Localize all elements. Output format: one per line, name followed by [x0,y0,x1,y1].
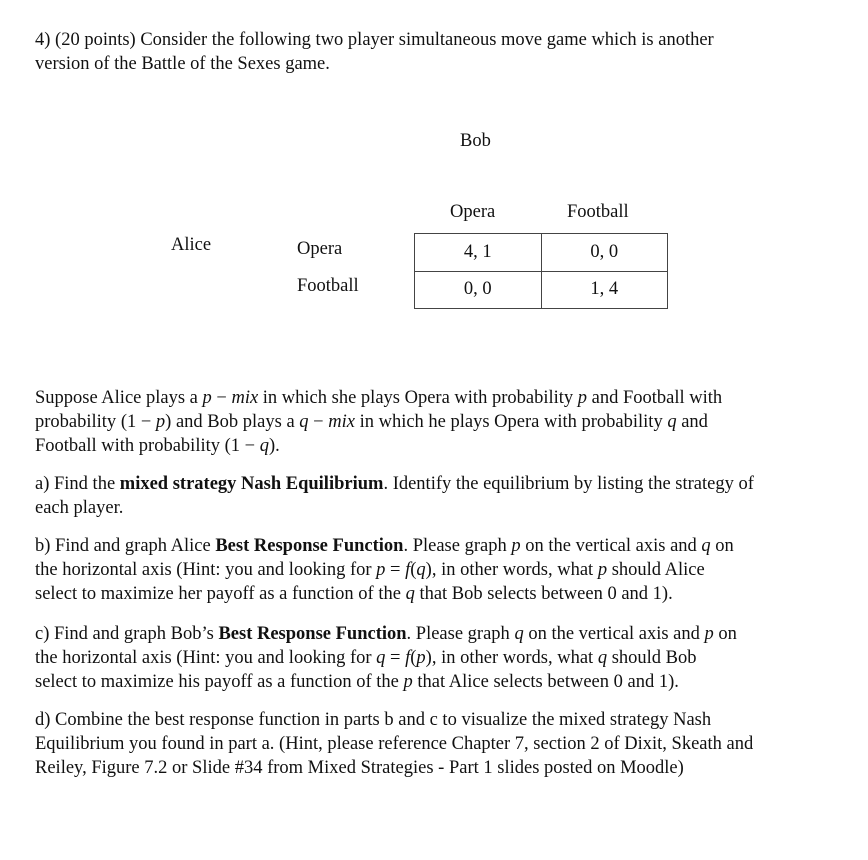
part-c-line-3: select to maximize his payoff as a function of the p that Alice selects between 0 and 1). [35,672,679,692]
part-a-line-2: each player. [35,498,124,518]
part-b-line-2: the horizontal axis (Hint: you and looking for p = f(q), in other words, what p should Alice [35,560,705,580]
question-line-2: version of the Battle of the Sexes game. [35,54,330,74]
row-strategy-football: Football [297,276,359,296]
payoff-row-football [415,271,668,309]
part-c-line-2: the horizontal axis (Hint: you and looking for q = f(p), in other words, what q should Bob [35,648,697,668]
part-c-line-1: c) Find and graph Bob’s Best Response Function. Please graph q on the vertical axis and p on [35,624,737,644]
row-strategy-opera: Opera [297,239,343,259]
column-strategy-football: Football [567,202,629,222]
row-player-label: Alice [171,235,212,255]
column-strategy-opera: Opera [450,202,496,222]
payoff-cell-football-football: 1, 4 [541,271,668,309]
setup-line-2: probability (1 − p) and Bob plays a q − mix in which he plays Opera with probability q and [35,412,708,432]
payoff-cell-opera-football: 0, 0 [541,234,668,272]
column-player-label: Bob [460,131,491,151]
question-line-1: 4) (20 points) Consider the following two player simultaneous move game which is another [35,30,714,50]
setup-line-3: Football with probability (1 − q). [35,436,280,456]
payoff-cell-opera-opera: 4, 1 [415,234,542,272]
part-b-line-3: select to maximize her payoff as a function of the q that Bob selects between 0 and 1). [35,584,673,604]
part-a-line-1: a) Find the mixed strategy Nash Equilibrium. Identify the equilibrium by listing the strategy of [35,474,754,494]
part-d-line-3: Reiley, Figure 7.2 or Slide #34 from Mixed Strategies - Part 1 slides posted on Moodle) [35,758,684,778]
part-d-line-1: d) Combine the best response function in parts b and c to visualize the mixed strategy Nash [35,710,712,730]
part-d-line-2: Equilibrium you found in part a. (Hint, please reference Chapter 7, section 2 of Dixit, Skeath and [35,734,754,754]
part-b-line-1: b) Find and graph Alice Best Response Function. Please graph p on the vertical axis and q on [35,536,734,556]
payoff-row-opera [415,234,668,272]
payoff-matrix [414,233,668,309]
setup-line-1: Suppose Alice plays a p − mix in which she plays Opera with probability p and Football with [35,388,723,408]
payoff-cell-football-opera: 0, 0 [415,271,542,309]
